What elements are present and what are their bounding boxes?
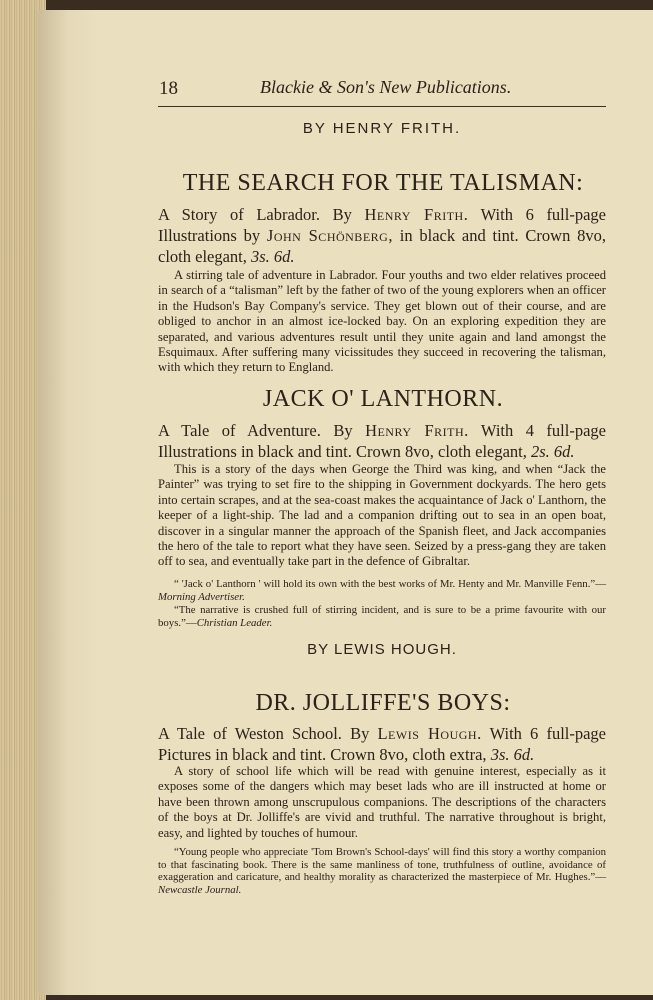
book-title-search-for-the-talisman: THE SEARCH FOR THE TALISMAN:: [182, 170, 584, 196]
book-title-jack-o-lanthorn: JACK O' LANTHORN.: [262, 386, 504, 412]
quote-source: Newcastle Journal.: [158, 883, 242, 896]
price: 3s. 6d.: [490, 745, 535, 764]
header-rule: [158, 106, 606, 107]
byline-lewis-hough: BY LEWIS HOUGH.: [307, 641, 457, 658]
book-title-dr-jolliffes-boys: DR. JOLLIFFE'S BOYS:: [255, 690, 511, 716]
book-page: [38, 10, 653, 995]
review-quote: “The narrative is crushed full of stirring incident, and is sure to be a prime favourite with our boys.”—Christian Leader.: [158, 604, 606, 629]
author-name: Lewis Hough.: [377, 724, 482, 743]
book-description: A Tale of Weston School. By Lewis Hough. With 6 full-page Pictures in black and tint. Crown 8vo, cloth extra, 3s. 6d.: [158, 724, 606, 764]
author-name: Henry Frith.: [365, 421, 469, 440]
review-quote: “ 'Jack o' Lanthorn ' will hold its own with the best works of Mr. Henty and Mr. Manville Fenn.”—Morning Advertiser.: [158, 578, 606, 603]
quote-source: Morning Advertiser.: [158, 590, 245, 603]
running-head: Blackie & Son's New Publications.: [260, 77, 512, 97]
byline-henry-frith: BY HENRY FRITH.: [302, 120, 462, 137]
price: 3s. 6d.: [251, 247, 295, 266]
quote-source: Christian Leader.: [196, 616, 273, 629]
page-number: 18: [159, 78, 178, 99]
book-description: A Story of Labrador. By Henry Frith. With 6 full-page Illustrations by John Schönberg, in black and tint. Crown 8vo, cloth elegant, 3s. 6d.: [158, 205, 607, 266]
book-summary: A stirring tale of adventure in Labrador. Four youths and two elder relatives proceed in search of a “talisman” left by the father of two of the young explorers when an officer in the Hudson's Bay Company's service. They get blown out of their course, and are obliged to anchor in an almost ice-locked bay. On an exploring expedition they are separated, and various adventures result until they unite again and land amongst the Esquimaux. After suffering many vicissitudes they succeed in recovering the talisman, with which they return to England.: [158, 268, 606, 375]
illustrator-name: John Schönberg,: [266, 226, 393, 245]
price: 2s. 6d.: [531, 442, 575, 461]
author-name: Henry Frith.: [364, 205, 469, 224]
book-summary: A story of school life which will be read with genuine interest, especially as it exposes some of the dangers which may beset lads who are ill instructed at home or have been thrown among unscrupulous companions. The descriptions of the characters of the boys at Dr. Jolliffe's are vivid and truthful. The narrative throughout is bright, easy, and lighted by touches of humour.: [158, 764, 606, 840]
review-quote: “Young people who appreciate 'Tom Brown's School-days' will find this story a worthy companion to that fascinating book. There is the same manliness of tone, truthfulness of outline, avoidance of exaggeration and caricature, and healthy morality as characterized the masterpiece of Mr. Hughes.”—Newcastle Journal.: [158, 846, 606, 896]
book-description: A Tale of Adventure. By Henry Frith. With 4 full-page Illustrations in black and tint. Crown 8vo, cloth elegant, 2s. 6d.: [158, 421, 606, 461]
book-summary: This is a story of the days when George the Third was king, and when “Jack the Painter” was trying to set fire to the shipping in Government dockyards. The hero gets into certain scrapes, and at the sea-coast makes the acquaintance of Jack o' Lanthorn, the keeper of a light-ship. The lad and a companion drifting out to sea in an open boat, discover in a singular manner the approach of the Spanish fleet, and Jack accompanies the hero of the tale to report what they have seen. Seized by a press-gang they are taken off to sea, and eventually take part in the defence of Gibraltar.: [158, 462, 606, 569]
